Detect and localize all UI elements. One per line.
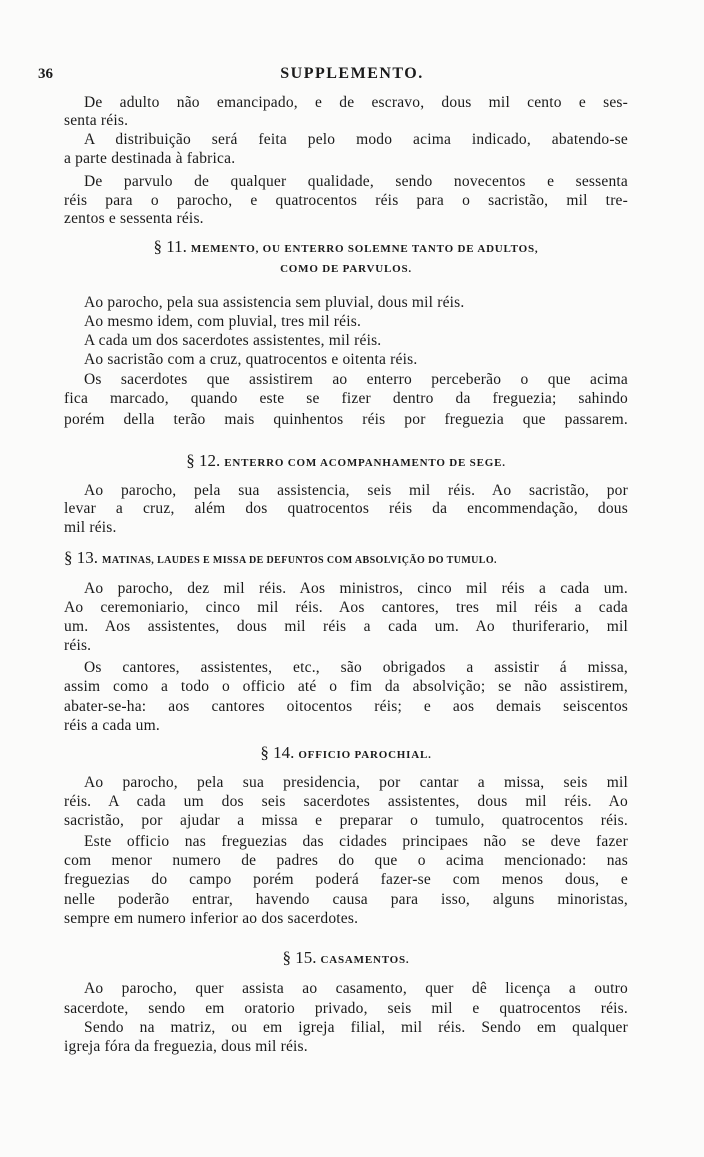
section-title: OFFICIO PAROCHIAL. xyxy=(298,749,432,761)
text-line: Os cantores, assistentes, etc., são obrigados a assistir á missa, xyxy=(84,659,628,676)
text-line: Ao parocho, dez mil réis. Aos ministros, cinco mil réis a cada um. xyxy=(84,580,628,597)
section-heading xyxy=(64,950,628,968)
text-line: Ao parocho, quer assista ao casamento, quer dê licença a outro xyxy=(84,980,628,997)
text-line: Ao parocho, pela sua assistencia sem pluvial, dous mil réis. xyxy=(84,294,465,311)
text-line: Os sacerdotes que assistirem ao enterro perceberão o que acima xyxy=(84,371,628,388)
text-line: igreja fóra da freguezia, dous mil réis. xyxy=(64,1038,308,1055)
section-number: § 14. xyxy=(260,743,295,762)
section-number: § 12. xyxy=(186,451,221,470)
text-line: Ao mesmo idem, com pluvial, tres mil réis. xyxy=(84,313,362,330)
text-line: Ao parocho, pela sua assistencia, seis mil réis. Ao sacristão, por xyxy=(84,482,628,499)
section-heading xyxy=(64,239,628,257)
text-line: réis para o parocho, e quatrocentos réis para o sacristão, mil tre- xyxy=(64,192,628,209)
section-title: MEMENTO, OU ENTERRO SOLEMNE TANTO DE ADULTOS, xyxy=(190,243,539,255)
text-line: abater-se-ha: aos cantores oitocentos réis; e aos demais seiscentos xyxy=(64,698,628,715)
text-line: assim como a todo o officio até o fim da absolvição; se não assistirem, xyxy=(64,678,628,695)
section-number: § 15. xyxy=(282,948,317,967)
section-title: MATINAS, LAUDES E MISSA DE DEFUNTOS COM ABSOLVIÇÃO DO TUMULO. xyxy=(102,555,497,566)
text-line: réis. A cada um dos seis sacerdotes assistentes, dous mil réis. Ao xyxy=(64,793,628,810)
text-line: sempre em numero inferior ao dos sacerdotes. xyxy=(64,910,359,927)
section-heading xyxy=(64,550,628,569)
section-heading xyxy=(64,453,628,471)
text-line: réis a cada um. xyxy=(64,717,160,734)
text-line: Ao sacristão com a cruz, quatrocentos e oitenta réis. xyxy=(84,351,418,368)
text-line: sacristão, por ajudar a missa e preparar o tumulo, quatrocentos réis. xyxy=(64,812,628,829)
running-title: SUPPLEMENTO. xyxy=(280,65,424,82)
text-line: Ao ceremoniario, cinco mil réis. Aos cantores, tres mil réis a cada xyxy=(64,599,628,616)
text-line: levar a cruz, além dos quatrocentos réis da encommendação, dous xyxy=(64,500,628,517)
section-title-cont: COMO DE PARVULOS. xyxy=(280,263,412,275)
section-title: CASAMENTOS. xyxy=(320,954,410,966)
text-line: A cada um dos sacerdotes assistentes, mil réis. xyxy=(84,332,382,349)
text-line: mil réis. xyxy=(64,519,117,536)
text-line: zentos e sessenta réis. xyxy=(64,210,204,227)
text-line: fica marcado, quando este se fizer dentro da freguezia; sahindo xyxy=(64,390,628,407)
text-line: A distribuição será feita pelo modo acima indicado, abatendo-se xyxy=(84,131,628,148)
text-line: réis. xyxy=(64,637,92,654)
section-number: § 11. xyxy=(153,237,187,256)
text-line: a parte destinada à fabrica. xyxy=(64,150,236,167)
text-line: De adulto não emancipado, e de escravo, dous mil cento e ses- xyxy=(84,94,628,111)
text-line: Sendo na matriz, ou em igreja filial, mil réis. Sendo em qualquer xyxy=(84,1019,628,1036)
text-line: freguezias do campo porém poderá fazer-se com menos dous, e xyxy=(64,871,628,888)
text-line: Ao parocho, pela sua presidencia, por cantar a missa, seis mil xyxy=(84,774,628,791)
text-line: senta réis. xyxy=(64,112,129,129)
text-line: Este officio nas freguezias das cidades principaes não se deve fazer xyxy=(84,833,628,850)
text-line: sacerdote, sendo em oratorio privado, seis mil e quatrocentos réis. xyxy=(64,1000,628,1017)
text-line: nelle poderão entrar, havendo causa para isso, alguns minoristas, xyxy=(64,891,628,908)
section-heading xyxy=(64,745,628,763)
text-line: De parvulo de qualquer qualidade, sendo novecentos e sessenta xyxy=(84,173,628,190)
text-line: porém della terão mais quinhentos réis por freguezia que passarem. xyxy=(64,411,628,428)
text-line: um. Aos assistentes, dous mil réis a cada um. Ao thuriferario, mil xyxy=(64,618,628,635)
text-line: com menor numero de padres do que o acima mencionado: nas xyxy=(64,852,628,869)
page-number: 36 xyxy=(38,66,53,82)
section-title: ENTERRO COM ACOMPANHAMENTO DE SEGE. xyxy=(224,457,506,469)
section-number: § 13. xyxy=(64,548,98,567)
